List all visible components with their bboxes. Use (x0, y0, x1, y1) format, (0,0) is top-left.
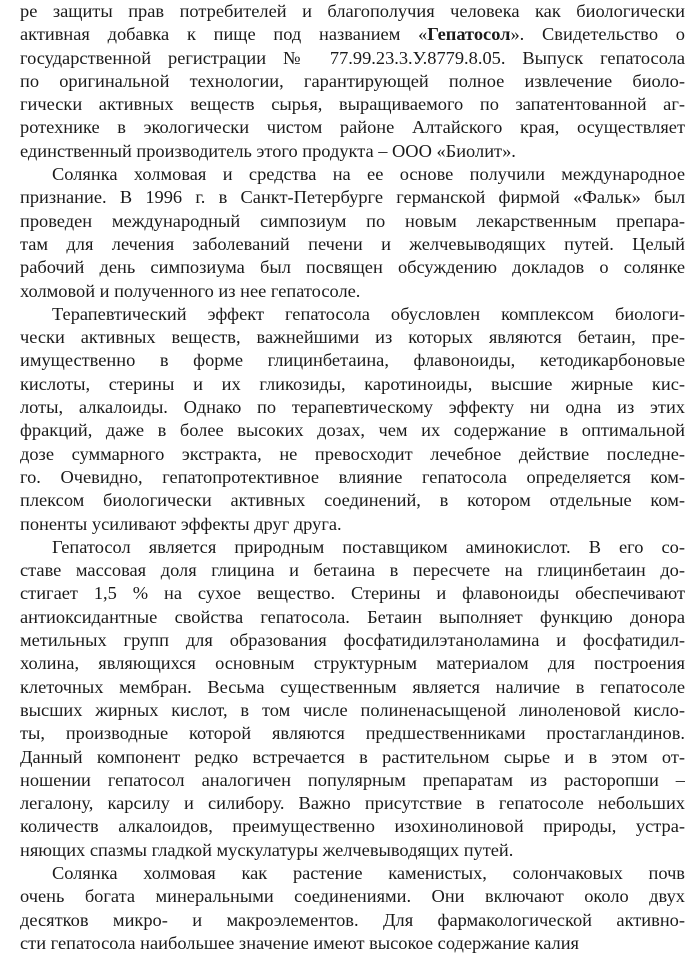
text-line: признание. В 1996 г. в Санкт-Петербурге германской фирмой «Фальк» был (20, 187, 685, 208)
paragraph (20, 0, 685, 163)
text-line: Гепатосол является природным поставщиком аминокислот. В его со- (52, 536, 685, 557)
paragraph (20, 163, 685, 303)
text-line: ты, производные которой являются предшественниками простагландинов. (20, 723, 685, 744)
text-line: по оригинальной технологии, гарантирующей полное извлечение биоло- (20, 70, 685, 91)
text-line: количеств алкалоидов, преимущественно изохинолиновой природы, устра- (20, 816, 685, 837)
text-line: лоты, алкалоиды. Однако по терапевтическому эффекту ни одна из этих (20, 397, 685, 418)
text-line: гически активных веществ сырья, выращиваемого по запатентованной аг- (20, 94, 685, 115)
text-line: фракций, даже в более высоких дозах, чем их содержание в оптимальной (20, 420, 685, 441)
text-line: ре защиты прав потребителей и благополучия человека как биологически (20, 1, 685, 21)
text-line: дозе суммарного экстракта, не превосходит лечебное действие последне- (20, 443, 685, 464)
text-line: поненты усиливают эффекты друг друга. (20, 513, 342, 534)
text-line: высших жирных кислот, в том числе полиненасыщеной линоленовой кисло- (20, 699, 685, 720)
paragraph (20, 536, 685, 862)
text-line: холина, являющихся основным структурным материалом для построения (20, 653, 685, 674)
paragraph (20, 303, 685, 536)
text-line: го. Очевидно, гепатопротективное влияние гепатосола определяется ком- (20, 466, 685, 487)
text-line: плексом биологически активных соединений, в котором отдельные ком- (20, 490, 685, 511)
text-line: рабочий день симпозиума был посвящен обсуждению докладов о солянке (20, 257, 685, 278)
text-line: холмовой и полученного из нее гепатосоле. (20, 280, 361, 301)
text-line: Солянка холмовая и средства на ее основе получили международное (52, 164, 685, 185)
text-line: активная добавка к пище под названием «Гепатосол». Свидетельство о (20, 24, 685, 45)
text-line: проведен международный симпозиум по новым лекарственным препара- (20, 210, 685, 231)
text-line: чески активных веществ, важнейшими из которых являются бетаин, пре- (20, 327, 685, 348)
paragraph (20, 862, 685, 955)
text-line: очень богата минеральными соединениями. Они включают около двух (20, 886, 685, 907)
text-line: десятков микро- и макроэлементов. Для фармакологической активно- (20, 909, 685, 930)
text-line: Данный компонент редко встречается в растительном сырье и в этом от- (20, 746, 685, 767)
text-line: сти гепатосола наибольшее значение имеют высокое содержание калия (20, 932, 579, 953)
text-line: няющих спазмы гладкой мускулатуры желчевыводящих путей. (20, 839, 514, 860)
text-line: стигает 1,5 % на сухое вещество. Стерины и флавоноиды обеспечивают (20, 583, 685, 604)
text-line: Солянка холмовая как растение каменистых, солончаковых почв (52, 862, 685, 883)
text-line: ротехнике в экологически чистом районе Алтайского края, осуществляет (20, 117, 685, 138)
text-line: кислоты, стерины и их гликозиды, каротиноиды, высшие жирные кис- (20, 373, 685, 394)
text-line: ставе массовая доля глицина и бетаина в пересчете на глицинбетаин до- (20, 560, 685, 581)
text-line: метильных групп для образования фосфатидилэтаноламина и фосфатидил- (20, 630, 685, 651)
text-line: легалону, карсилу и силибору. Важно присутствие в гепатосоле небольших (20, 793, 685, 814)
document-body (20, 0, 685, 955)
text-line: имущественно в форме глицинбетаина, флавоноиды, кетодикарбоновые (20, 350, 685, 371)
text-line: единственный производитель этого продукта – ООО «Биолит». (20, 140, 516, 161)
text-line: клеточных мембран. Весьма существенным является наличие в гепатосоле (20, 676, 685, 697)
text-line: Терапевтический эффект гепатосола обусловлен комплексом биологи- (52, 303, 685, 324)
text-line: антиоксидантные свойства гепатосола. Бетаин выполняет функцию донора (20, 606, 685, 627)
text-line: там для лечения заболеваний печени и желчевыводящих путей. Целый (20, 233, 685, 254)
text-line: государственной регистрации № 77.99.23.3.У.8779.8.05. Выпуск гепатосола (20, 47, 685, 68)
product-name: Гепатосол (427, 24, 511, 45)
text-line: ношении гепатосол аналогичен популярным препаратам из расторопши – (20, 769, 685, 790)
